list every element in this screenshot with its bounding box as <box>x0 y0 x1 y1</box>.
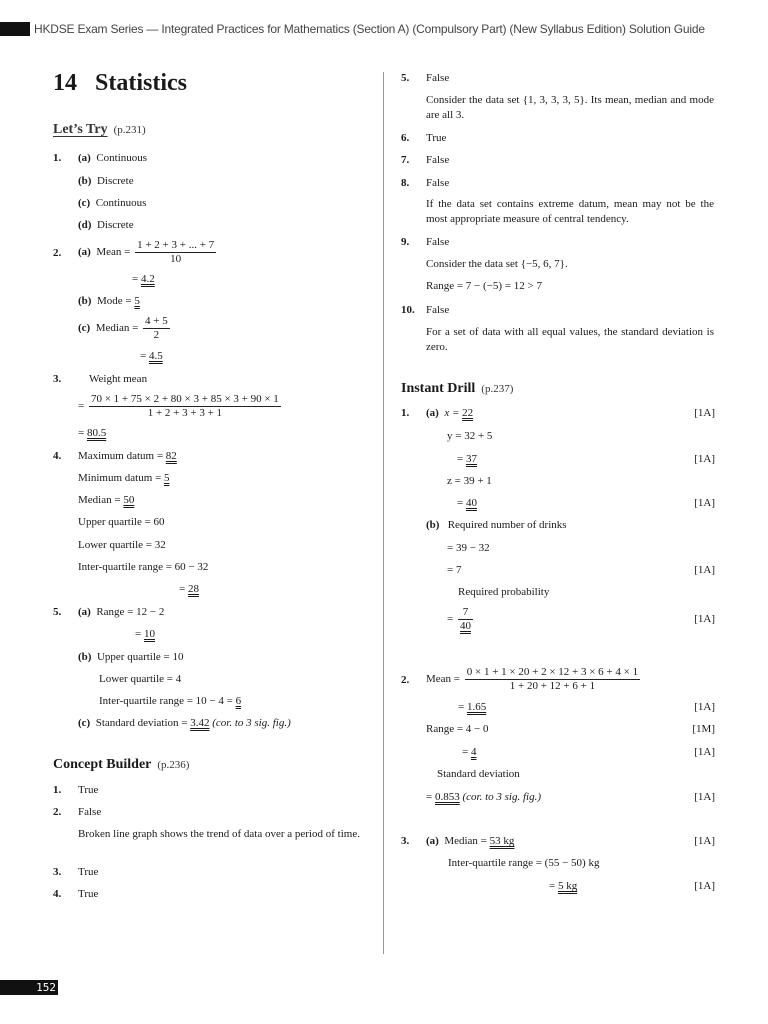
answer-text: Continuous <box>96 152 148 164</box>
page-ref: (p.231) <box>113 124 146 136</box>
numerator: 1 + 2 + 3 + ... + 7 <box>137 239 215 251</box>
explanation: If the data set contains extreme datum, mean may not be the most appropriate measure of central tendency. <box>426 198 714 225</box>
answer-text: Continuous <box>95 197 147 209</box>
answer-line <box>78 449 177 463</box>
note: (cor. to 3 sig. fig.) <box>212 717 291 729</box>
part-label: (b) <box>78 651 92 663</box>
answer-text: False <box>426 304 450 316</box>
mark: [1A] <box>694 564 715 576</box>
answer-line <box>78 471 169 485</box>
equals: = <box>179 583 186 595</box>
answer-line: y = 32 + 5 <box>447 430 493 442</box>
question-number: 5. <box>53 606 62 618</box>
page-ref: (p.236) <box>157 759 190 771</box>
part-label: (a) <box>78 606 91 618</box>
median-line <box>78 315 172 342</box>
part-label: (d) <box>78 219 92 231</box>
label: Range = 12 − 2 <box>96 606 165 618</box>
answer-line: Range = 4 − 0 <box>426 723 489 735</box>
answer-line <box>426 406 473 420</box>
answer-line <box>78 605 164 619</box>
final-answer: 1.65 <box>466 701 487 713</box>
part-label: (c) <box>78 197 91 209</box>
final-answer: 80.5 <box>86 427 107 439</box>
label: Inter-quartile range = 10 − 4 = <box>99 695 233 707</box>
answer-text: True <box>426 132 447 144</box>
answer-line <box>78 716 291 730</box>
final-answer: 6 <box>235 695 242 707</box>
question-number: 2. <box>401 674 410 686</box>
part-label: (b) <box>426 519 440 531</box>
label: Maximum datum = <box>78 450 164 462</box>
fraction <box>458 606 473 633</box>
label: Standard deviation <box>437 768 520 780</box>
note: (cor. to 3 sig. fig.) <box>462 791 541 803</box>
label: Median = <box>95 322 139 335</box>
answer-line <box>78 650 184 664</box>
answer-text: False <box>426 177 450 189</box>
section-title: Concept Builder <box>53 757 152 772</box>
final-answer: 4 <box>470 746 477 758</box>
equals: = <box>426 791 433 803</box>
final-answer: 40 <box>465 497 477 509</box>
answer-line <box>179 582 199 596</box>
answer-line: Inter-quartile range = (55 − 50) kg <box>448 857 600 869</box>
denominator: 1 + 20 + 12 + 6 + 1 <box>509 680 596 692</box>
equals: = <box>462 746 469 758</box>
equals: = <box>132 273 139 285</box>
answer-line <box>458 700 486 714</box>
answer-line <box>462 745 476 759</box>
question-number: 9. <box>401 236 410 248</box>
final-answer: 0.853 <box>434 791 460 803</box>
answer-line <box>135 627 155 641</box>
page-ref: (p.237) <box>481 383 514 395</box>
question-number: 1. <box>53 784 62 796</box>
answer-text: False <box>426 236 450 248</box>
answer-line: Upper quartile = 60 <box>78 516 165 528</box>
equals: = <box>458 701 465 713</box>
mark: [1A] <box>694 880 715 892</box>
chapter-title <box>53 70 187 97</box>
fraction <box>135 239 216 266</box>
denominator: 2 <box>153 329 160 341</box>
answer-line <box>78 174 134 188</box>
label: Minimum datum = <box>78 472 162 484</box>
lets-try-heading <box>53 122 146 138</box>
answer-line: Lower quartile = 4 <box>99 673 182 685</box>
question-number: 4. <box>53 450 62 462</box>
mark: [1A] <box>694 835 715 847</box>
answer-line <box>447 606 475 633</box>
equals: = <box>140 350 147 362</box>
label: Required number of drinks <box>447 519 567 531</box>
final-answer: 53 kg <box>489 835 515 847</box>
answer-line <box>78 196 146 210</box>
question-number: 2. <box>53 247 62 259</box>
mark: [1A] <box>694 453 715 465</box>
header-bar <box>0 22 30 36</box>
answer-line: = 7 <box>447 564 462 576</box>
answer-line: Inter-quartile range = 60 − 32 <box>78 561 209 573</box>
median-answer <box>140 349 163 363</box>
weighted-mean-answer <box>78 426 106 440</box>
final-answer: 37 <box>465 453 477 465</box>
part-label: (a) <box>78 152 91 164</box>
label: Mean = <box>96 246 131 259</box>
mean-line <box>78 239 218 266</box>
answer-text: Discrete <box>96 219 134 231</box>
part-label: (a) <box>426 835 439 847</box>
question-number: 4. <box>53 888 62 900</box>
concept-builder-heading <box>53 757 189 773</box>
fraction <box>465 666 640 693</box>
equals: = <box>549 880 556 892</box>
label: Standard deviation = <box>95 717 188 729</box>
numerator: 7 <box>458 606 473 620</box>
final-answer: 5 <box>134 295 140 307</box>
answer-text: False <box>426 72 450 84</box>
answer-line <box>99 694 241 708</box>
final-answer: 5 <box>163 472 170 484</box>
question-number: 3. <box>401 835 410 847</box>
question-number: 3. <box>53 373 62 385</box>
answer-line <box>549 879 577 893</box>
part-label: (a) <box>426 407 439 419</box>
question-number: 10. <box>401 304 415 316</box>
question-number: 8. <box>401 177 410 189</box>
chapter-number: 14 <box>53 70 77 96</box>
answer-text: True <box>78 784 99 796</box>
mark: [1A] <box>694 613 715 625</box>
numerator: 4 + 5 <box>145 315 168 327</box>
label: Mode = <box>96 295 132 307</box>
part-label: (c) <box>78 322 91 335</box>
equals: = <box>447 613 454 626</box>
question-number: 7. <box>401 154 410 166</box>
explanation: Range = 7 − (−5) = 12 > 7 <box>426 280 542 292</box>
final-answer: 22 <box>462 407 474 419</box>
final-answer: 10 <box>143 628 155 640</box>
label: Required probability <box>458 586 550 598</box>
question-number: 1. <box>53 152 62 164</box>
section-title: Instant Drill <box>401 381 476 396</box>
equals: = <box>135 628 142 640</box>
final-answer: 5 kg <box>557 880 578 892</box>
equals: = <box>457 453 464 465</box>
part-label: (b) <box>78 175 92 187</box>
answer-line <box>78 493 134 507</box>
answer-line: Lower quartile = 32 <box>78 539 166 551</box>
denominator: 1 + 2 + 3 + 3 + 1 <box>147 407 223 419</box>
weighted-mean-expr <box>78 393 283 420</box>
question-number: 2. <box>53 806 62 818</box>
denominator: 10 <box>170 253 182 265</box>
mark: [1M] <box>692 723 715 735</box>
answer-line <box>78 218 134 232</box>
label: x = <box>444 407 460 419</box>
chapter-name: Statistics <box>95 70 187 96</box>
mean-answer <box>132 272 155 286</box>
answer-text: False <box>78 806 102 818</box>
label: Mean = <box>426 673 460 686</box>
final-answer: 3.42 <box>190 717 210 729</box>
label: Median = <box>444 835 487 847</box>
answer-text: Discrete <box>96 175 134 187</box>
mark: [1A] <box>694 746 715 758</box>
mark: [1A] <box>694 497 715 509</box>
question-number: 5. <box>401 72 410 84</box>
page-number: 152 <box>0 980 58 995</box>
label: Upper quartile = 10 <box>96 651 184 663</box>
answer-line <box>457 452 477 466</box>
fraction <box>143 315 170 342</box>
explanation: Consider the data set {−5, 6, 7}. <box>426 258 568 270</box>
mark: [1A] <box>694 791 715 803</box>
final-answer: 50 <box>123 494 135 506</box>
equals: = <box>78 427 85 439</box>
part-label: (a) <box>78 246 91 259</box>
answer-line <box>78 151 147 165</box>
final-answer: 82 <box>165 450 177 462</box>
explanation: Broken line graph shows the trend of data over a period of time. <box>78 828 360 840</box>
section-title: Let’s Try <box>53 122 108 137</box>
part-label: (c) <box>78 717 91 729</box>
mark: [1A] <box>694 407 715 419</box>
column-divider <box>383 72 384 954</box>
answer-text: True <box>78 888 99 900</box>
explanation: For a set of data with all equal values, the standard deviation is zero. <box>426 326 714 353</box>
mark: [1A] <box>694 701 715 713</box>
answer-line <box>426 834 514 848</box>
equals: = <box>78 400 85 413</box>
answer-line <box>426 518 567 532</box>
instant-drill-heading <box>401 381 513 397</box>
final-answer: 4.2 <box>140 273 155 285</box>
answer-line <box>457 496 477 510</box>
question-number: 3. <box>53 866 62 878</box>
answer-line: = 39 − 32 <box>447 542 490 554</box>
numerator: 0 × 1 + 1 × 20 + 2 × 12 + 3 × 6 + 4 × 1 <box>466 666 639 678</box>
question-number: 1. <box>401 407 410 419</box>
label: Weight mean <box>89 373 148 385</box>
numerator: 70 × 1 + 75 × 2 + 80 × 3 + 85 × 3 + 90 × 1 <box>90 393 279 405</box>
running-header: HKDSE Exam Series — Integrated Practices for Mathematics (Section A) (Compulsory Part) (New Syllabus Edition) Solution Guide <box>34 22 705 36</box>
answer-text: False <box>426 154 450 166</box>
equals: = <box>457 497 464 509</box>
label: Median = <box>78 494 121 506</box>
denominator: 40 <box>459 620 471 632</box>
explanation: Consider the data set {1, 3, 3, 3, 5}. Its mean, median and mode are all 3. <box>426 94 714 121</box>
fraction <box>89 393 281 420</box>
final-answer: 4.5 <box>148 350 163 362</box>
question-number: 6. <box>401 132 410 144</box>
final-answer: 28 <box>187 583 199 595</box>
part-label: (b) <box>78 295 92 307</box>
answer-line <box>426 666 642 693</box>
answer-line <box>426 790 541 804</box>
answer-text: True <box>78 866 99 878</box>
answer-line: z = 39 + 1 <box>447 475 492 487</box>
mode-line <box>78 294 140 308</box>
